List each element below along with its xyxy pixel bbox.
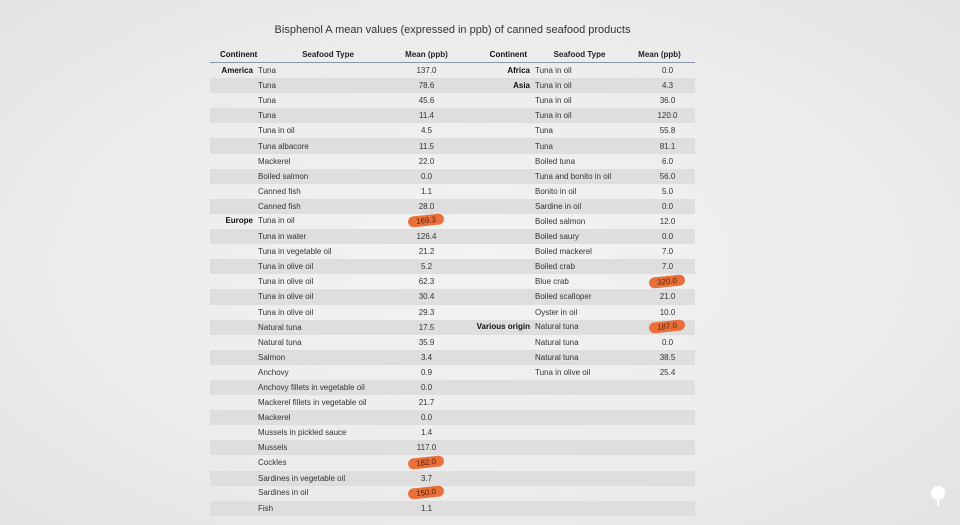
continent-cell <box>455 353 535 362</box>
seafood-type-cell: Fish <box>258 503 274 513</box>
mean-cell: 22.0 <box>418 156 435 166</box>
continent-cell: Asia <box>513 81 530 91</box>
mean-cell: 35.9 <box>418 337 435 347</box>
seafood-type-cell: Tuna <box>258 96 276 106</box>
continent-cell <box>210 323 258 332</box>
seafood-type-cell: Tuna in olive oil <box>258 307 314 317</box>
continent-cell <box>455 157 535 166</box>
mean-cell: 45.6 <box>418 96 435 106</box>
table-row <box>210 169 695 184</box>
continent-cell <box>455 262 535 271</box>
seafood-type-cell: Tuna in oil <box>535 96 572 106</box>
continent-cell <box>210 142 258 151</box>
table-row <box>210 289 695 304</box>
continent-cell <box>210 126 258 135</box>
mean-cell: 81.1 <box>659 141 676 151</box>
continent-cell <box>210 308 258 317</box>
table-row <box>210 184 695 199</box>
table-row <box>210 320 695 335</box>
seafood-type-cell: Canned fish <box>258 201 301 211</box>
seafood-type-cell: Natural tuna <box>535 337 579 347</box>
mean-cell: 21.0 <box>659 292 676 302</box>
seafood-type-cell: Tuna in water <box>258 232 307 242</box>
seafood-type-cell: Boiled tuna <box>535 156 576 166</box>
mean-cell: 10.0 <box>659 307 676 317</box>
continent-cell <box>455 308 535 317</box>
mean-cell: 117.0 <box>416 443 437 453</box>
mean-cell: 1.1 <box>420 503 433 513</box>
table-row <box>210 244 695 259</box>
seafood-type-cell: Boiled salmon <box>535 216 586 226</box>
seafood-type-cell: Boiled scalloper <box>535 292 592 302</box>
continent-cell <box>210 262 258 271</box>
mean-cell: 38.5 <box>659 352 676 362</box>
table-row <box>210 138 695 153</box>
mean-cell: 62.3 <box>418 277 435 287</box>
continent-cell <box>210 247 258 256</box>
continent-cell <box>210 458 258 468</box>
seafood-type-cell: Tuna in oil <box>535 111 572 121</box>
seafood-type-cell: Boiled salmon <box>258 171 309 181</box>
seafood-type-cell: Tuna in oil <box>258 216 295 226</box>
mean-cell: 4.3 <box>661 81 674 91</box>
continent-cell <box>455 338 535 347</box>
continent-cell <box>210 172 258 181</box>
seafood-type-cell: Sardines in oil <box>258 488 309 498</box>
mean-cell: 0.0 <box>420 383 433 393</box>
seafood-type-cell: Tuna in olive oil <box>535 367 591 377</box>
seafood-type-cell: Mussels <box>258 443 288 453</box>
seafood-type-cell: Tuna <box>535 126 553 136</box>
table-row <box>210 214 695 229</box>
table-row <box>210 455 695 470</box>
mean-cell: 11.5 <box>419 141 434 151</box>
mean-cell: 7.0 <box>661 247 674 257</box>
continent-cell <box>455 202 535 211</box>
mean-cell: 25.4 <box>659 367 676 377</box>
seafood-type-cell: Natural tuna <box>258 337 302 347</box>
mean-cell: 11.4 <box>419 111 434 121</box>
mean-cell: 56.0 <box>659 171 676 181</box>
continent-cell <box>455 292 535 301</box>
seafood-type-cell: Canned fish <box>258 186 301 196</box>
mean-cell: 137.0 <box>416 66 437 76</box>
mean-cell: 0.0 <box>661 337 674 347</box>
header-seafood-type: Seafood Type <box>302 50 354 59</box>
continent-cell <box>455 111 535 120</box>
mean-cell <box>398 488 455 498</box>
header-continent: Continent <box>489 50 527 59</box>
continent-cell <box>210 413 258 422</box>
continent-cell <box>455 126 535 135</box>
mean-cell: 30.4 <box>418 292 435 302</box>
continent-cell <box>210 398 258 407</box>
seafood-type-cell: Salmon <box>258 352 286 362</box>
seafood-type-cell: Bonito in oil <box>535 186 577 196</box>
highlighted-value: 182.0 <box>408 455 445 470</box>
seafood-type-cell: Tuna albacore <box>258 141 309 151</box>
mean-cell: 21.2 <box>418 247 435 257</box>
seafood-type-cell: Oyster in oil <box>535 307 578 317</box>
table-row <box>210 154 695 169</box>
mean-cell <box>398 216 455 226</box>
table-row <box>210 486 695 501</box>
seafood-type-cell: Tuna in olive oil <box>258 277 314 287</box>
continent-cell <box>455 96 535 105</box>
header-mean: Mean (ppb) <box>405 50 448 59</box>
table-title: Bisphenol A mean values (expressed in ppb) of canned seafood products <box>274 24 631 36</box>
seafood-type-cell: Sardine in oil <box>535 201 582 211</box>
continent-cell <box>210 187 258 196</box>
seafood-type-cell: Mussels in pickled sauce <box>258 428 347 438</box>
seafood-type-cell: Tuna <box>535 141 553 151</box>
seafood-type-cell: Blue crab <box>535 276 569 286</box>
table-row <box>210 108 695 123</box>
mean-cell: 0.0 <box>420 171 433 181</box>
mean-cell: 28.0 <box>418 201 435 211</box>
table-row <box>210 501 695 516</box>
seafood-type-cell: Tuna <box>258 66 276 76</box>
continent-cell <box>210 81 258 90</box>
table-row <box>210 78 695 93</box>
mean-cell: 120.0 <box>657 111 678 121</box>
table-body <box>210 63 695 516</box>
seafood-type-cell: Tuna <box>258 111 276 121</box>
continent-cell <box>210 202 258 211</box>
mean-cell: 0.0 <box>661 232 674 242</box>
continent-cell <box>455 277 535 287</box>
bpa-table <box>210 47 695 516</box>
seafood-type-cell: Tuna and bonito in oil <box>535 171 612 181</box>
continent-cell <box>210 383 258 392</box>
continent-cell <box>210 488 258 498</box>
table-row <box>210 274 695 289</box>
seafood-type-cell: Natural tuna <box>258 322 302 332</box>
header-seafood-type: Seafood Type <box>553 50 606 59</box>
mean-cell: 7.0 <box>661 262 674 272</box>
mean-cell: 0.0 <box>420 413 433 423</box>
mean-cell: 126.4 <box>416 232 437 242</box>
continent-cell <box>210 292 258 301</box>
continent-cell <box>210 353 258 362</box>
table-row <box>210 229 695 244</box>
table-row <box>210 365 695 380</box>
seafood-type-cell: Sardines in vegetable oil <box>258 473 346 483</box>
seafood-type-cell: Tuna in oil <box>535 66 572 76</box>
tree-icon <box>929 485 947 512</box>
seafood-type-cell: Cockles <box>258 457 287 467</box>
continent-cell <box>210 474 258 483</box>
seafood-type-cell: Boiled mackerel <box>535 247 592 257</box>
seafood-type-cell: Natural tuna <box>535 352 579 362</box>
mean-cell <box>398 458 455 468</box>
continent-cell: Various origin <box>476 322 530 332</box>
mean-cell: 78.6 <box>418 81 435 91</box>
highlighted-value: 150.0 <box>408 485 445 500</box>
mean-cell: 5.2 <box>420 262 433 272</box>
continent-cell <box>210 157 258 166</box>
table-row <box>210 93 695 108</box>
header-mean: Mean (ppb) <box>638 50 681 59</box>
table-row <box>210 410 695 425</box>
continent-cell: Europe <box>225 216 253 226</box>
seafood-type-cell: Tuna in oil <box>535 81 572 91</box>
continent-cell <box>455 368 535 377</box>
seafood-type-cell: Boiled saury <box>535 232 580 242</box>
mean-cell: 1.1 <box>420 186 433 196</box>
mean-cell: 0.0 <box>661 66 674 76</box>
continent-cell <box>210 428 258 437</box>
continent-cell <box>455 247 535 256</box>
table-row <box>210 440 695 455</box>
continent-cell <box>455 142 535 151</box>
mean-cell: 4.5 <box>420 126 433 136</box>
seafood-type-cell: Tuna in olive oil <box>258 292 314 302</box>
table-row <box>210 395 695 410</box>
mean-cell: 3.7 <box>420 473 433 483</box>
continent-cell <box>455 217 535 226</box>
seafood-type-cell: Tuna <box>258 81 276 91</box>
continent-cell <box>210 277 258 286</box>
seafood-type-cell: Boiled crab <box>535 262 576 272</box>
mean-cell: 29.3 <box>418 307 435 317</box>
continent-cell <box>210 338 258 347</box>
seafood-type-cell: Anchovy fillets in vegetable oil <box>258 383 365 393</box>
seafood-type-cell: Tuna in vegetable oil <box>258 247 332 257</box>
table-row <box>210 305 695 320</box>
seafood-type-cell: Anchovy <box>258 367 289 377</box>
table-row <box>210 199 695 214</box>
mean-cell <box>640 322 695 332</box>
table-row <box>210 335 695 350</box>
continent-cell: America <box>221 66 253 76</box>
continent-cell <box>210 368 258 377</box>
mean-cell: 1.4 <box>420 428 433 438</box>
continent-cell <box>210 443 258 452</box>
continent-cell: Africa <box>507 66 530 76</box>
seafood-type-cell: Mackerel <box>258 413 291 423</box>
highlighted-value: 187.0 <box>649 319 686 334</box>
seafood-type-cell: Natural tuna <box>535 322 579 332</box>
continent-cell <box>210 504 258 513</box>
continent-cell <box>455 172 535 181</box>
highlighted-value: 169.3 <box>408 214 445 229</box>
seafood-type-cell: Mackerel fillets in vegetable oil <box>258 398 367 408</box>
continent-cell <box>210 96 258 105</box>
seafood-type-cell: Tuna in oil <box>258 126 295 136</box>
table-row <box>210 259 695 274</box>
continent-cell <box>455 187 535 196</box>
continent-cell <box>455 232 535 241</box>
table-row <box>210 471 695 486</box>
continent-cell <box>210 232 258 241</box>
mean-cell: 0.9 <box>420 367 433 377</box>
mean-cell <box>640 277 695 287</box>
table-row <box>210 350 695 365</box>
mean-cell: 12.0 <box>659 216 676 226</box>
table-header <box>210 47 695 63</box>
table-row <box>210 425 695 440</box>
mean-cell: 21.7 <box>418 398 435 408</box>
table-row <box>210 123 695 138</box>
mean-cell: 5.0 <box>661 186 674 196</box>
continent-cell <box>210 111 258 120</box>
highlighted-value: 320.0 <box>649 274 686 289</box>
seafood-type-cell: Mackerel <box>258 156 291 166</box>
table-row <box>210 63 695 78</box>
mean-cell: 6.0 <box>661 156 674 166</box>
header-continent: Continent <box>220 50 258 59</box>
mean-cell: 17.5 <box>418 322 435 332</box>
mean-cell: 0.0 <box>661 201 674 211</box>
mean-cell: 36.0 <box>659 96 676 106</box>
mean-cell: 3.4 <box>420 352 433 362</box>
mean-cell: 55.8 <box>659 126 676 136</box>
table-row <box>210 380 695 395</box>
seafood-type-cell: Tuna in olive oil <box>258 262 314 272</box>
